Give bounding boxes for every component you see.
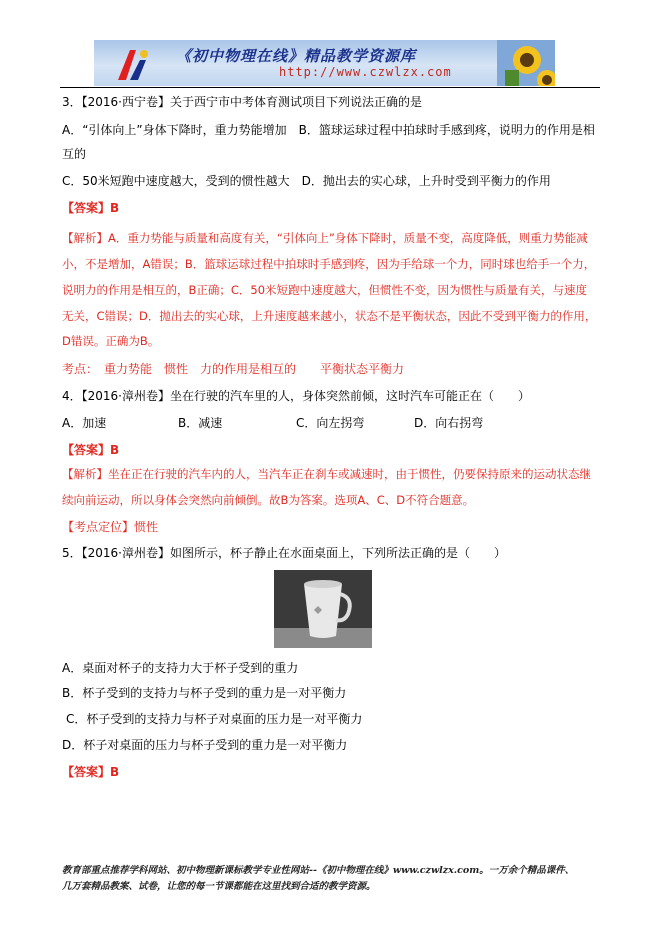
header-banner	[94, 40, 555, 86]
footer-line-2: 几万套精品教案、试卷，让您的每一节课都能在这里找到合适的教学资源。	[62, 881, 376, 892]
header-rule	[60, 87, 600, 88]
q5-answer: 【答案】B	[62, 765, 120, 779]
q4-option-c: C．向左拐弯	[296, 416, 365, 430]
q3-analysis-2: 小，不是增加，A错误；B．篮球运球过程中拍球时手感到疼，因为手给球一个力，同时球也给手一个力，	[62, 257, 596, 271]
q3-options-cd: C．50米短跑中速度越大，受到的惯性越大 D．抛出去的实心球，上升时受到平衡力的作用	[62, 174, 551, 188]
q4-analysis-2: 续向前运动，所以身体会突然向前倾倒。故B为答案。选项A、C、D不符合题意。	[62, 493, 475, 507]
sunflower-icon	[497, 40, 555, 86]
q3-answer: 【答案】B	[62, 201, 120, 215]
site-logo-icon	[114, 46, 154, 82]
q3-options-ab: A．“引体向上”身体下降时，重力势能增加 B．篮球运球过程中拍球时手感到疼，说明力的作用是相	[62, 123, 595, 137]
q3-options-ab-cont: 互的	[62, 147, 87, 161]
q3-analysis-5: D错误。正确为B。	[62, 334, 160, 348]
cup-image	[274, 570, 372, 648]
q3-analysis-1: 【解析】A．重力势能与质量和高度有关，“引体向上”身体下降时，质量不变，高度降低，则重力势能减	[62, 231, 588, 245]
q5-option-d: D．杯子对桌面的压力与杯子受到的重力是一对平衡力	[62, 738, 348, 752]
q3-stem: 3．【2016·西宁卷】关于西宁市中考体育测试项目下列说法正确的是	[62, 95, 422, 109]
q4-stem: 4．【2016·漳州卷】坐在行驶的汽车里的人，身体突然前倾，这时汽车可能正在（ ）	[62, 389, 530, 403]
q4-analysis-1: 【解析】坐在正在行驶的汽车内的人，当汽车正在刹车或减速时，由于惯性，仍要保持原来的运动状态继	[62, 467, 591, 481]
q4-kaodian: 【考点定位】惯性	[62, 520, 159, 534]
q5-stem: 5．【2016·漳州卷】如图所示，杯子静止在水面桌面上，下列所法正确的是（ ）	[62, 546, 506, 560]
q4-option-b: B．减速	[178, 416, 223, 430]
q4-option-d: D．向右拐弯	[414, 416, 484, 430]
q5-option-c: C．杯子受到的支持力与杯子对桌面的压力是一对平衡力	[66, 712, 363, 726]
q3-kaodian: 考点： 重力势能 惯性 力的作用是相互的 平衡状态平衡力	[62, 362, 405, 376]
q3-analysis-4: 无关，C错误；D．抛出去的实心球，上升速度越来越小，状态不是平衡状态，因此不受到平衡力的作用，	[62, 309, 597, 323]
banner-url[interactable]: http://www.czwlzx.com	[279, 65, 452, 79]
footer-line-1: 教育部重点推荐学科网站、初中物理新课标教学专业性网站--《初中物理在线》www.czwlzx.com。一万余个精品课件、	[62, 865, 575, 876]
banner-title: 《初中物理在线》精品教学资源库	[176, 47, 417, 65]
cup-icon	[274, 570, 372, 648]
q5-option-a: A．桌面对杯子的支持力大于杯子受到的重力	[62, 661, 299, 675]
q4-option-a: A．加速	[62, 416, 107, 430]
q5-option-b: B．杯子受到的支持力与杯子受到的重力是一对平衡力	[62, 686, 347, 700]
q3-analysis-3: 说明力的作用是相互的，B正确；C．50米短跑中速度越大，但惯性不变，因为惯性与质量有关，与速度	[62, 283, 588, 297]
q4-answer: 【答案】B	[62, 443, 120, 457]
